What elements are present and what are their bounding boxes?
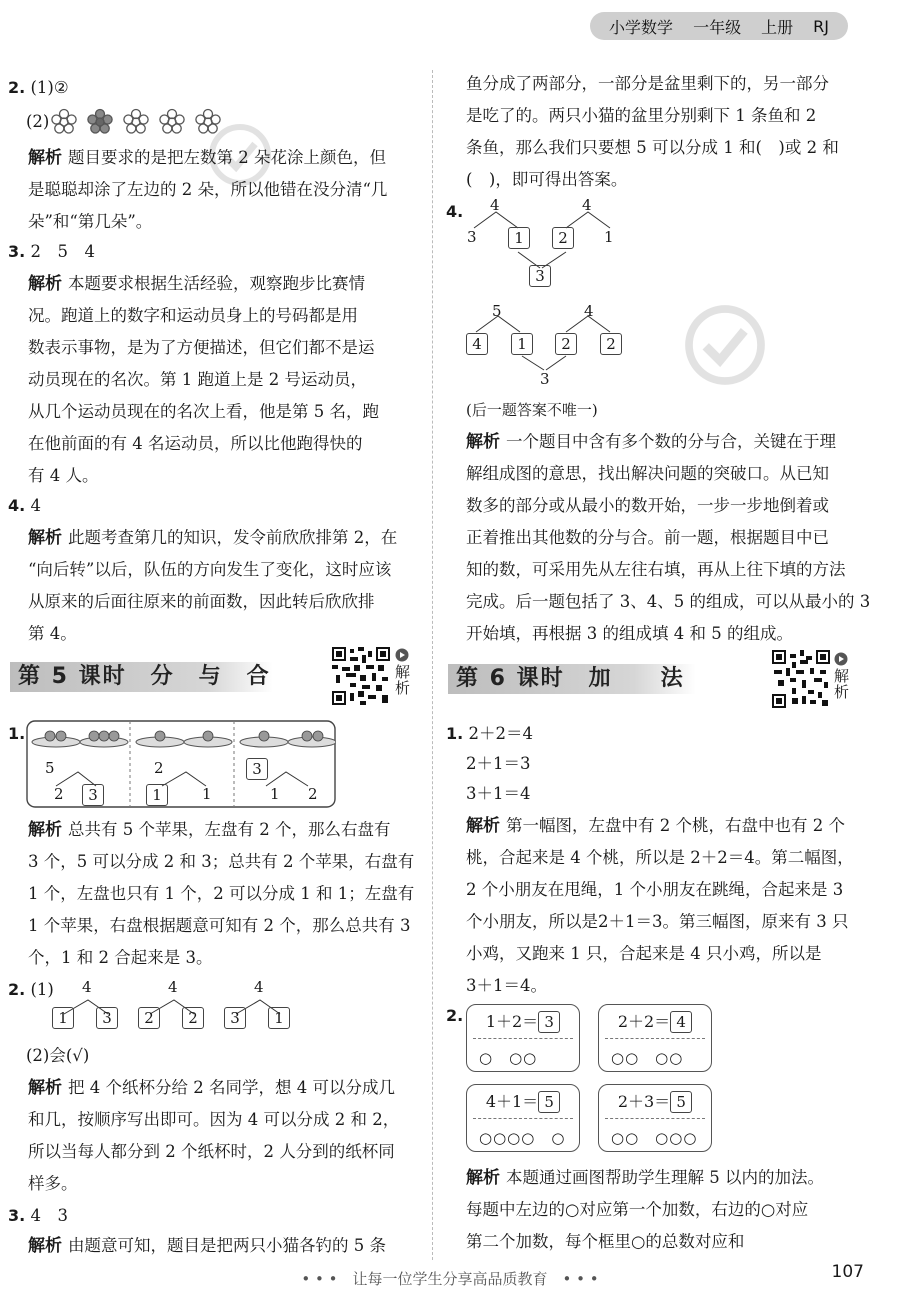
tree-left-box — [138, 1007, 160, 1029]
tree1-n4: 1 — [604, 228, 614, 246]
s5q2-part1: (1) — [30, 980, 54, 999]
s5q1-analysis-l1 — [28, 814, 390, 846]
s5q3-number: 3. — [8, 1206, 26, 1225]
tree2-n2-box — [511, 333, 533, 355]
q4-analysis-l4: 第 4。 — [28, 624, 77, 643]
card-circles: ○○ ○○ — [611, 1049, 684, 1067]
q4-analysis-l3: 从原来的后面往原来的前面数，因此转后欣欣排 — [28, 592, 375, 611]
q3-analysis-l4: 动员现在的名次。第 1 跑道上是 2 号运动员， — [28, 370, 367, 389]
s6q1-number: 1. — [446, 724, 464, 743]
header-edition: RJ — [813, 16, 829, 36]
q3-analysis-l3: 数表示事物，是为了方便描述，但它们都不是运 — [28, 338, 375, 357]
card-divider — [605, 1118, 705, 1119]
card-equation — [599, 1009, 711, 1033]
s6q1-analysis-l3: 2 个小朋友在甩绳，1 个小朋友在跳绳，合起来是 3 — [466, 880, 844, 899]
qr-code-icon[interactable] — [332, 647, 390, 705]
q3-analysis-text: 本题要求根据生活经验，观察跑步比赛情 — [68, 274, 365, 293]
card-answer-box: 5 — [670, 1091, 692, 1113]
tree1-n2-box — [508, 227, 530, 249]
flower-row — [50, 108, 225, 136]
r-cont-l3: 条鱼，那么我们只要想 5 可以分成 1 和( )或 2 和 — [466, 138, 839, 157]
analysis-label: 解析 — [28, 820, 62, 840]
card-divider — [605, 1038, 705, 1039]
tree1-top-a: 4 — [490, 196, 500, 214]
tree-right-box — [96, 1007, 118, 1029]
card-equation — [599, 1089, 711, 1113]
s5q3-analysis-l1 — [28, 1230, 386, 1262]
card-answer-box: 5 — [538, 1091, 560, 1113]
r-q4-analysis-l2: 解组成图的意思，找出解决问题的突破口。从已知 — [466, 464, 829, 483]
addition-card — [598, 1004, 712, 1072]
section-6-qr-label: 解析 — [834, 667, 850, 701]
s6q2-analysis-l3: 第二个加数，每个框里○的总数对应和 — [466, 1232, 745, 1251]
addition-card — [466, 1004, 580, 1072]
s5q2-tree-lines — [50, 996, 300, 1018]
s6q1-analysis-l2: 桃，合起来是 4 个桃，所以是 2＋2＝4。第二幅图， — [466, 848, 854, 867]
s6q2-analysis-l1 — [466, 1162, 824, 1194]
tree1-n1: 3 — [467, 228, 477, 246]
q2-part1: (1)② — [30, 78, 69, 97]
tree-box-value: 3 — [224, 1007, 246, 1029]
card-answer-box: 4 — [670, 1011, 692, 1033]
s5q1-analysis-l5: 个，1 和 2 合起来是 3。 — [28, 948, 213, 967]
r-q4-analysis-l6: 完成。后一题包括了 3、4、5 的组成，可以从最小的 3 — [466, 592, 871, 611]
analysis-label: 解析 — [466, 1168, 500, 1188]
r-cont-l1: 鱼分成了两部分，一部分是盆里剩下的，另一部分 — [466, 74, 829, 93]
analysis-label: 解析 — [466, 816, 500, 836]
tree-right-box — [268, 1007, 290, 1029]
tree2-n4-box — [600, 333, 622, 355]
section-5-title: 第 5 课时 分 与 合 — [10, 662, 273, 692]
card-divider — [473, 1038, 573, 1039]
q4-answer: 4 — [30, 496, 41, 515]
s6q2-number-text: 2. — [446, 1006, 464, 1025]
tree1-n2: 1 — [508, 227, 530, 249]
card-circles: ○ ○○ — [479, 1049, 538, 1067]
card-answer-box: 3 — [538, 1011, 560, 1033]
s6q1-analysis-l6: 3＋1＝4。 — [466, 976, 547, 995]
s6q1-eq1: 2＋2＝4 — [468, 724, 533, 743]
tree2-n1-box — [466, 333, 488, 355]
tree2-top-b: 4 — [584, 302, 594, 320]
card-equation-text: 1＋2＝ — [485, 1012, 539, 1031]
s6q2-analysis-l2: 每题中左边的○对应第一个加数，右边的○对应 — [466, 1200, 809, 1219]
panel-left-number — [146, 784, 168, 806]
s5q2-analysis-l4: 样多。 — [28, 1174, 78, 1193]
panel-left-number-value: 2 — [54, 785, 64, 803]
section-5-qr-label: 解析 — [395, 663, 411, 697]
addition-card — [598, 1084, 712, 1152]
s5q2-number: 2. — [8, 980, 26, 999]
q3-analysis-l6: 在他前面的有 4 名运动员，所以比他跑得快的 — [28, 434, 363, 453]
tree-box-value: 3 — [96, 1007, 118, 1029]
card-circles: ○○ ○○○ — [611, 1129, 698, 1147]
panel-top-number — [45, 758, 55, 777]
panel-left-number — [54, 784, 64, 803]
addition-card — [466, 1084, 580, 1152]
tree-top-number: 4 — [82, 978, 92, 996]
s6q1-analysis-l5: 小鸡，又跑来 1 只，合起来是 4 只小鸡，所以是 — [466, 944, 822, 963]
tree-box-value: 1 — [268, 1007, 290, 1029]
r-cont-l2: 是吃了的。两只小猫的盆里分别剩下 1 条鱼和 2 — [466, 106, 817, 125]
tree2-n3: 2 — [555, 333, 577, 355]
q2-analysis-l3: 朵”和“第几朵”。 — [28, 212, 153, 231]
s6q1-analysis-text: 第一幅图，左盘中有 2 个桃，右盘中也有 2 个 — [506, 816, 845, 835]
s6q1-analysis-l1 — [466, 810, 845, 842]
flower-icon — [52, 110, 76, 134]
r-q4-analysis-text: 一个题目中含有多个数的分与合，关键在于理 — [506, 432, 836, 451]
r-cont-l4: ( )，即可得出答案。 — [466, 170, 628, 189]
s5q2-part2: (2)会(√) — [26, 1046, 90, 1065]
r-q4-analysis-l4: 正着推出其他数的分与合。前一题，根据题目中已 — [466, 528, 829, 547]
q4-analysis-l1 — [28, 522, 397, 554]
panel-top-number-value: 2 — [154, 759, 164, 777]
s5q1-number-text: 1. — [8, 724, 26, 743]
panel-top-number-value: 3 — [246, 758, 268, 780]
q3-analysis-l1 — [28, 268, 365, 300]
card-equation-text: 2＋3＝ — [617, 1092, 671, 1111]
analysis-label: 解析 — [28, 1078, 62, 1098]
tree2-n4: 2 — [600, 333, 622, 355]
tree-right-box — [182, 1007, 204, 1029]
analysis-label: 解析 — [466, 432, 500, 452]
tree2-n3-box — [555, 333, 577, 355]
q4-analysis-l2: “向后转”以后，队伍的方向发生了变化，这时应该 — [28, 560, 392, 579]
s5q1-number — [8, 718, 25, 750]
footer-slogan: • • • 让每一位学生分享高品质教育 • • • — [301, 1270, 599, 1288]
play-icon — [834, 652, 848, 666]
q4-analysis-text: 此题考查第几的知识，发令前欣欣排第 2，在 — [68, 528, 398, 547]
q3-analysis-l7: 有 4 人。 — [28, 466, 99, 485]
q3-analysis-l2: 况。跑道上的数字和运动员身上的号码都是用 — [28, 306, 358, 325]
s6q2-analysis-text: 本题通过画图帮助学生理解 5 以内的加法。 — [506, 1168, 824, 1187]
s5q2-analysis-l2: 和几，按顺序写出即可。因为 4 可以分成 2 和 2， — [28, 1110, 400, 1129]
s5q3-answer: 4 3 — [30, 1206, 68, 1225]
header-subject: 小学数学 — [609, 17, 674, 37]
header-tag — [590, 12, 848, 40]
s5q1-analysis-text: 总共有 5 个苹果，左盘有 2 个，那么右盘有 — [68, 820, 391, 839]
tree2-n1: 4 — [466, 333, 488, 355]
s5q2-line — [8, 974, 54, 1006]
analysis-label: 解析 — [28, 274, 62, 294]
s5q3-line — [8, 1200, 68, 1232]
tree-box-value: 2 — [138, 1007, 160, 1029]
r-q4-analysis-l5: 知的数，可采用先从左往右填，再从上往下填的方法 — [466, 560, 846, 579]
play-icon — [395, 648, 409, 662]
s5q2-analysis-text: 把 4 个纸杯分给 2 名同学，想 4 可以分成几 — [68, 1078, 395, 1097]
q4-number: 4. — [8, 496, 26, 515]
q3-answer: 2 5 4 — [30, 242, 95, 261]
s6q1-analysis-l4: 个小朋友，所以是2＋1＝3。第三幅图，原来有 3 只 — [466, 912, 849, 931]
tree-top-number: 4 — [168, 978, 178, 996]
tree2-top-a: 5 — [492, 302, 502, 320]
panel-right-number-value: 2 — [308, 785, 318, 803]
q2-part2-line — [26, 106, 49, 138]
header-volume: 上册 — [761, 17, 794, 37]
panel-left-number-value: 1 — [270, 785, 280, 803]
q4-line — [8, 490, 41, 522]
tree2-bottom: 3 — [540, 370, 550, 388]
q2-analysis-l1 — [28, 142, 386, 174]
tree2-n2: 1 — [511, 333, 533, 355]
tree1-bottom: 3 — [529, 265, 551, 287]
panel-right-number — [202, 784, 212, 803]
q2-analysis-l2: 是聪聪却涂了左边的 2 朵，所以他错在没分清“几 — [28, 180, 388, 199]
card-equation-text: 4＋1＝ — [485, 1092, 539, 1111]
panel-top-number-value: 5 — [45, 759, 55, 777]
s5q1-apple-figure — [26, 720, 336, 808]
s5q2-analysis-l1 — [28, 1072, 395, 1104]
r-q4-note: (后一题答案不唯一) — [466, 401, 598, 419]
r-q4-analysis-l1 — [466, 426, 836, 458]
panel-top-number — [246, 758, 268, 780]
card-equation — [467, 1089, 579, 1113]
tree-top-number: 4 — [254, 978, 264, 996]
panel-left-number — [270, 784, 280, 803]
s5q3-analysis-text: 由题意可知，题目是把两只小猫各钓的 5 条 — [68, 1236, 386, 1255]
q2-line — [8, 72, 69, 104]
tree1-bottom-box — [529, 265, 551, 287]
s6q1-eq3: 3＋1＝4 — [466, 784, 531, 803]
watermark-icon — [680, 300, 770, 390]
q3-line — [8, 236, 95, 268]
s5q1-analysis-l4: 1 个苹果，右盘根据题意可知有 2 个，那么总共有 3 — [28, 916, 411, 935]
s5q1-analysis-l2: 3 个，5 可以分成 2 和 3；总共有 2 个苹果，右盘有 — [28, 852, 415, 871]
tree1-n3-box — [552, 227, 574, 249]
tree-box-value: 1 — [52, 1007, 74, 1029]
q2-number: 2. — [8, 78, 26, 97]
s6q1-line1 — [446, 718, 533, 750]
q2-analysis-text: 题目要求的是把左数第 2 朵花涂上颜色，但 — [68, 148, 386, 167]
s5q2-analysis-l3: 所以当每人都分到 2 个纸杯时，2 人分到的纸杯同 — [28, 1142, 395, 1161]
card-equation-text: 2＋2＝ — [617, 1012, 671, 1031]
r-q4-analysis-l3: 数多的部分或从最小的数开始，一步一步地倒着或 — [466, 496, 829, 515]
analysis-label: 解析 — [28, 1236, 62, 1256]
card-divider — [473, 1118, 573, 1119]
r-q4-analysis-l7: 开始填，再根据 3 的组成填 4 和 5 的组成。 — [466, 624, 793, 643]
s6q1-eq2: 2＋1＝3 — [466, 754, 531, 773]
qr-code-icon[interactable] — [772, 650, 830, 708]
column-divider — [432, 70, 433, 1260]
panel-top-number — [154, 758, 164, 777]
tree-left-box — [224, 1007, 246, 1029]
tree1-n3: 2 — [552, 227, 574, 249]
r-q4-number-text: 4. — [446, 202, 464, 221]
q3-analysis-l5: 从几个运动员现在的名次上看，他是第 5 名，跑 — [28, 402, 379, 421]
header-grade: 一年级 — [693, 17, 742, 37]
q2-part2-label: (2) — [26, 112, 50, 131]
q3-number: 3. — [8, 242, 26, 261]
panel-left-number-value: 1 — [146, 784, 168, 806]
panel-right-number-value: 1 — [202, 785, 212, 803]
analysis-label: 解析 — [28, 528, 62, 548]
tree-box-value: 2 — [182, 1007, 204, 1029]
panel-right-number — [308, 784, 318, 803]
analysis-label: 解析 — [28, 148, 62, 168]
s6q2-number — [446, 1000, 463, 1032]
page-number: 107 — [831, 1262, 864, 1282]
panel-right-number — [82, 784, 104, 806]
s5q1-analysis-l3: 1 个，左盘也只有 1 个，2 可以分成 1 和 1；左盘有 — [28, 884, 415, 903]
panel-right-number-value: 3 — [82, 784, 104, 806]
tree1-top-b: 4 — [582, 196, 592, 214]
section-6-title: 第 6 课时 加 法 — [448, 664, 696, 694]
tree-left-box — [52, 1007, 74, 1029]
card-equation — [467, 1009, 579, 1033]
card-circles: ○○○○ ○ — [479, 1129, 566, 1147]
flower-icon-filled — [88, 110, 112, 134]
